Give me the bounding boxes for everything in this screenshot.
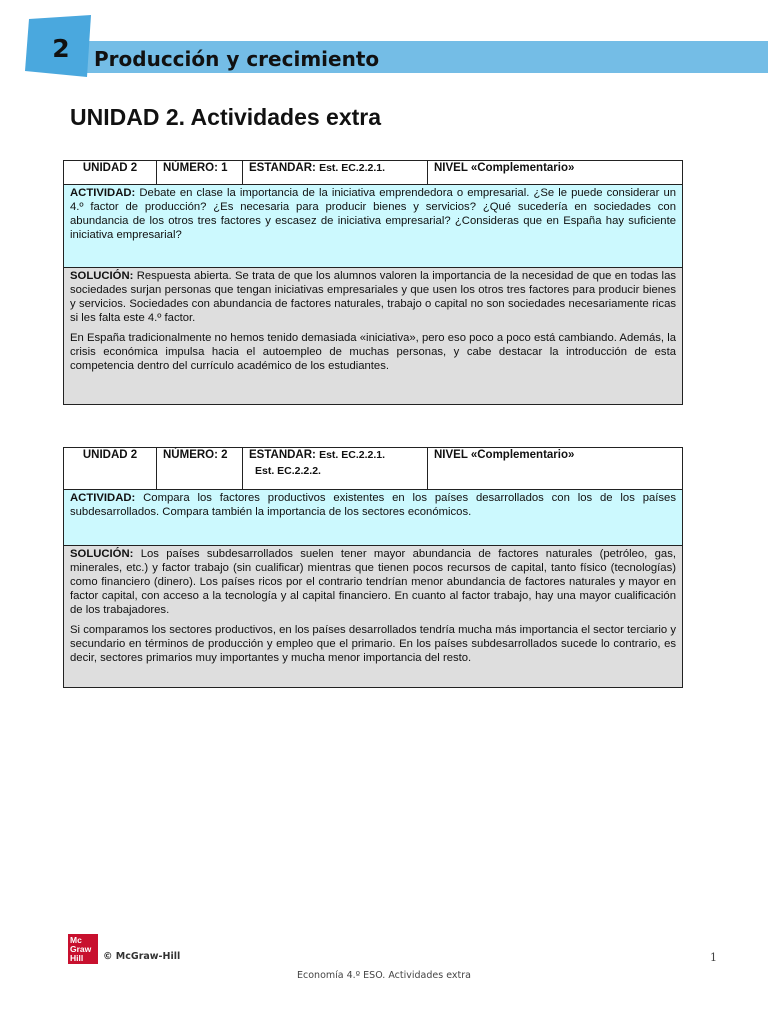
estandar-code: Est. EC.2.2.1. bbox=[319, 449, 386, 461]
page-title: UNIDAD 2. Actividades extra bbox=[70, 104, 382, 130]
unidad-cell: UNIDAD 2 bbox=[64, 161, 157, 184]
solucion-paragraph: Los países subdesarrollados suelen tener mayor abundancia de factores naturales (petróleo, gas, minerales, etc.) y factor trabajo (sin cualificar) mientras que tienen pocos recursos de capital, tanto físico (tecnologías) como financiero (dinero). Los países ricos por el contrario tendrían menor abundancia de factores naturales y mayor en factor capital, con acceso a la tecnología y al capital financiero. En cuanto al factor trabajo, hay una mayor cualificación de los trabajadores. bbox=[70, 548, 676, 616]
chapter-title: Producción y crecimiento bbox=[94, 47, 380, 71]
logo-line: Mc bbox=[70, 935, 82, 945]
estandar-code: Est. EC.2.2.1. bbox=[319, 162, 386, 174]
numero-cell: NÚMERO: 1 bbox=[157, 161, 243, 184]
actividad-section bbox=[64, 185, 682, 268]
nivel-cell: NIVEL «Complementario» bbox=[434, 162, 575, 174]
logo-line: Hill bbox=[70, 953, 84, 963]
actividad-text: Debate en clase la importancia de la iniciativa emprendedora o empresarial. ¿Se le puede considerar un 4.º factor de producción? ¿Es necesaria para producir bienes y servicios? ¿Qué sucedería en sociedades con abundancia de los otros tres factores y escasez de iniciativa empresarial? ¿Consideras que en España hay suficiente iniciativa empresarial? bbox=[70, 187, 677, 241]
nivel-cell: NIVEL «Complementario» bbox=[434, 449, 575, 461]
estandar-cell bbox=[243, 161, 428, 184]
actividad-text: Compara los factores productivos existentes en los países desarrollados con los de los países subdesarrollados. Compara también la importancia de los sectores económicos. bbox=[70, 492, 676, 518]
solucion-paragraph: Respuesta abierta. Se trata de que los alumnos valoren la importancia de la necesidad de que en todas las sociedades surjan personas que tengan iniciativas empresariales y que usen los otros tres factores para producir bienes y servicios. Sociedades con abundancia de factores naturales, trabajo o capital no son sociedades necesariamente ricas si les falta este 4.º factor. bbox=[70, 270, 676, 324]
solucion-section bbox=[64, 546, 682, 687]
estandar-code: Est. EC.2.2.2. bbox=[255, 465, 321, 477]
solucion-label: SOLUCIÓN: bbox=[70, 270, 134, 282]
chapter-number: 2 bbox=[52, 34, 70, 63]
unidad-cell: UNIDAD 2 bbox=[64, 448, 157, 489]
copyright-text: © McGraw-Hill bbox=[103, 951, 181, 962]
page-number: 1 bbox=[710, 951, 717, 964]
mcgraw-hill-logo bbox=[68, 934, 98, 964]
activity-meta-row bbox=[64, 161, 682, 185]
estandar-label: ESTANDAR: bbox=[249, 162, 316, 174]
footer-text: Economía 4.º ESO. Actividades extra bbox=[297, 970, 471, 981]
activity-table-1 bbox=[63, 160, 683, 405]
actividad-label: ACTIVIDAD: bbox=[70, 187, 136, 199]
activity-table-2 bbox=[63, 447, 683, 688]
numero-cell: NÚMERO: 2 bbox=[157, 448, 243, 489]
activity-meta-row bbox=[64, 448, 682, 490]
actividad-section bbox=[64, 490, 682, 546]
solucion-paragraph: En España tradicionalmente no hemos tenido demasiada «iniciativa», pero eso poco a poco está cambiando. Además, la crisis económica impulsa hacia el autoempleo de muchas personas, y cabe destacar la introducción de esta competencia dentro del currículo académico de los estudiantes. bbox=[70, 332, 676, 372]
solucion-paragraph: Si comparamos los sectores productivos, en los países desarrollados tendría mucha más importancia el sector terciario y secundario en términos de producción y empleo que el primario. En los países subdesarrollados sucede lo contrario, es decir, sectores primarios muy importantes y mucha menor importancia del resto. bbox=[70, 624, 676, 664]
actividad-label: ACTIVIDAD: bbox=[70, 492, 136, 504]
estandar-label: ESTANDAR: bbox=[249, 449, 316, 461]
estandar-cell bbox=[243, 448, 428, 489]
solucion-section bbox=[64, 268, 682, 404]
logo-line: Graw bbox=[70, 944, 92, 954]
solucion-label: SOLUCIÓN: bbox=[70, 548, 134, 560]
